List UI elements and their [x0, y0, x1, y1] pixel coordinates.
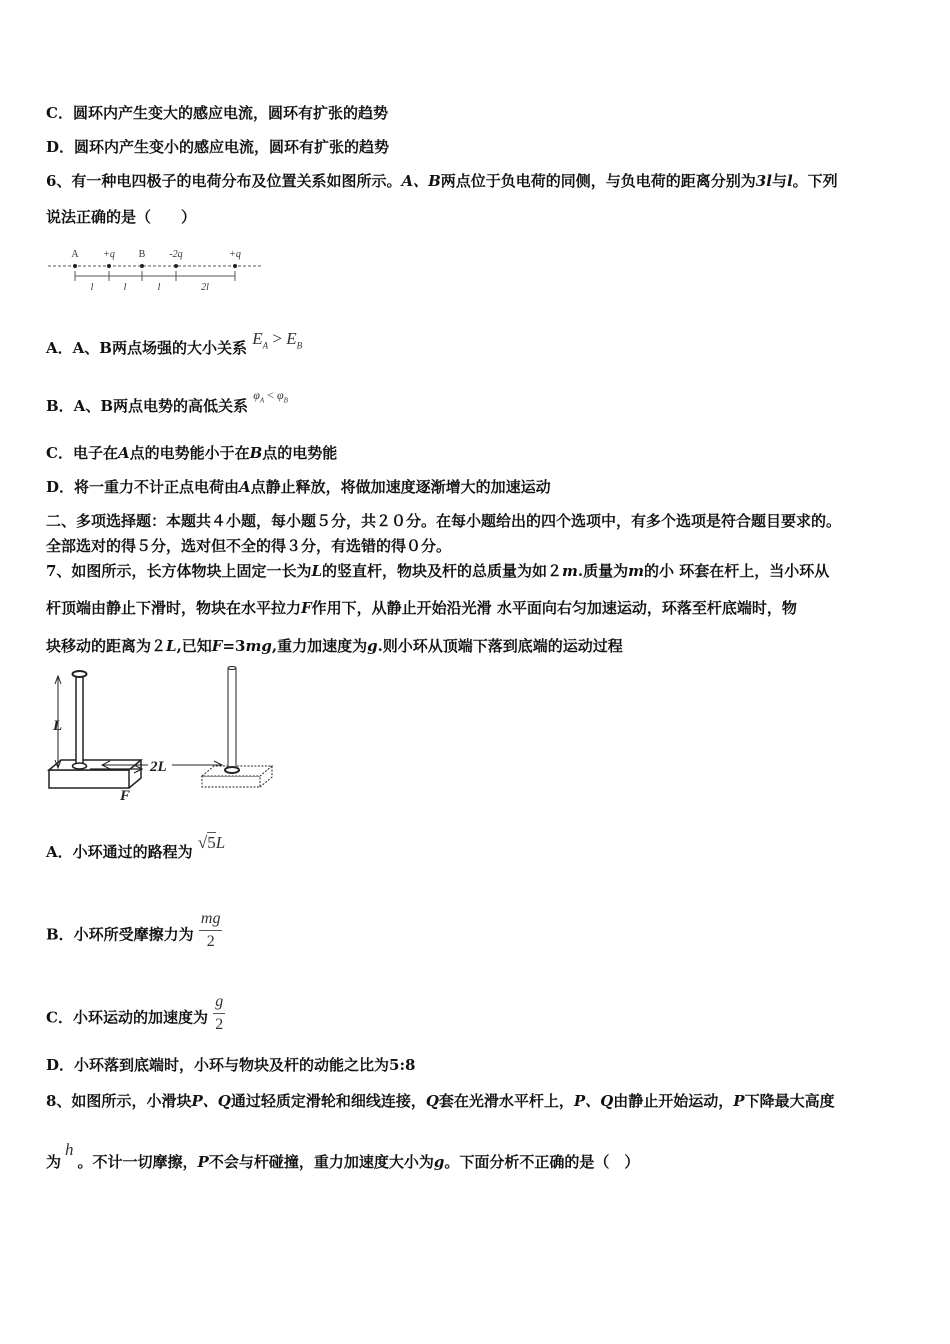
q7-option-a: A．小环通过的路程为 √5L [46, 833, 226, 861]
q7-option-b: B．小环所受摩擦力为 $\frac{mg}{2}$ [46, 910, 221, 950]
q6b-formula: φA < φB [253, 388, 288, 405]
fig6-label-plus-q-1: +q [103, 249, 115, 260]
fig6-label-a: A [71, 249, 79, 260]
q7-stem-line2: 杆顶端由静止下滑时，物块在水平拉力F作用下，从静止开始沿光滑 水平面向右匀加速运动，环落至杆底端时，物 [46, 599, 797, 617]
q8-stem-line1: 8、如图所示，小滑块P、Q通过轻质定滑轮和细线连接，Q套在光滑水平杆上，P、Q由静止开始运动，P下降最大高度 [46, 1092, 835, 1110]
fig7-label-L: L [53, 718, 63, 734]
q7-figure [44, 664, 274, 806]
fig6-dim-3: l [157, 282, 161, 293]
fig7-label-F: F [120, 788, 131, 804]
q7a-formula: √5L [197, 833, 226, 852]
q6-option-b: B．A、B两点电势的高低关系 $^{\varphi_A < \varphi_B}$ [46, 388, 288, 415]
fig6-label-plus-q-2: +q [229, 249, 241, 260]
q7b-fraction: $\frac{mg}{2}$ [200, 910, 221, 950]
q6-option-c: C．电子在A点的电势能小于在B点的电势能 [46, 444, 338, 462]
fig7-label-2L: 2L [150, 759, 167, 775]
fig6-dim-2: l [123, 282, 127, 293]
q5-option-c: C．圆环内产生变大的感应电流，圆环有扩张的趋势 [46, 104, 388, 122]
q6-option-d: D．将一重力不计正点电荷由A点静止释放，将做加速度逐渐增大的加速运动 [46, 478, 551, 496]
q7-option-c: C．小环运动的加速度为 $\frac{g}{2}$ [46, 993, 224, 1033]
fig6-label-b: B [138, 249, 146, 260]
q7c-fraction: $\frac{g}{2}$ [215, 993, 224, 1033]
q6-option-a: A．A、B两点场强的大小关系 $E_A > E_B$ [46, 329, 303, 357]
section2-heading-2: 全部选对的得５分，选对但不全的得３分，有选错的得０分。 [46, 537, 452, 555]
fig6-dim-1: l [90, 282, 94, 293]
q6-charge-figure [46, 244, 268, 294]
fig6-label-minus-2q: -2q [169, 249, 183, 260]
q8-stem-line2: 为h。不计一切摩擦，P不会与杆碰撞，重力加速度大小为g。下面分析不正确的是（ ） [46, 1140, 640, 1171]
q7-option-d: D．小环落到底端时，小环与物块及杆的动能之比为5:8 [46, 1056, 416, 1074]
fig6-dim-4: 2l [201, 282, 209, 293]
q6-stem-line2: 说法正确的是（ ） [46, 208, 197, 226]
section2-heading-1: 二、多项选择题：本题共４小题，每小题５分，共２０分。在每小题给出的四个选项中，有多个选项是符合题目要求的。 [46, 512, 842, 530]
q7-stem-line3: 块移动的距离为２L,已知F=3mg,重力加速度为g.则小环从顶端下落到底端的运动过程 [46, 637, 623, 655]
q6a-formula: $E_A > E_B$ [252, 329, 303, 351]
q6-stem-line1: 6、有一种电四极子的电荷分布及位置关系如图所示。A、B两点位于负电荷的同侧，与负电荷的距离分别为3l与l。下列 [46, 172, 838, 190]
q7-stem-line1: 7、如图所示，长方体物块上固定一长为L的竖直杆，物块及杆的总质量为如２m.质量为m的小 环套在杆上，当小环从 [46, 562, 830, 580]
q8-h-symbol: h [65, 1140, 74, 1159]
q5-option-d: D．圆环内产生变小的感应电流，圆环有扩张的趋势 [46, 138, 390, 156]
